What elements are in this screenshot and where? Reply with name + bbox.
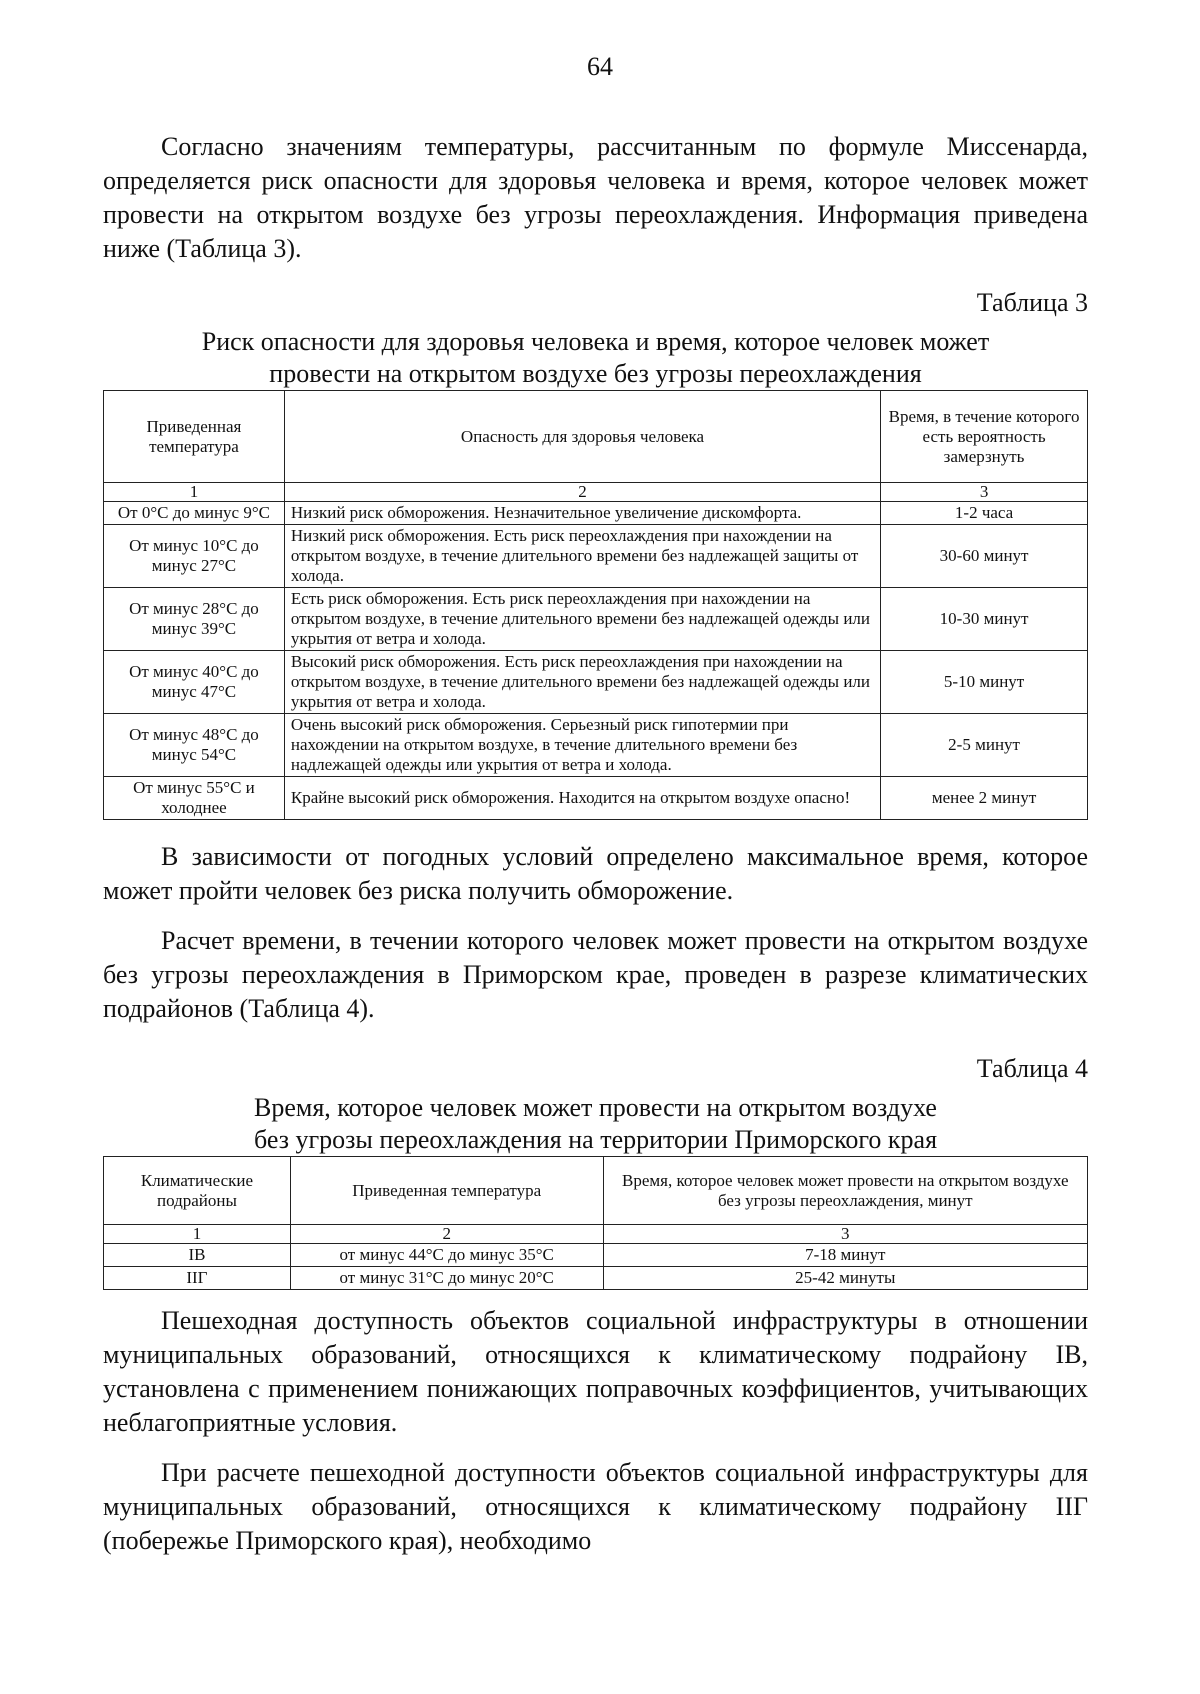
table4-caption: [103, 1092, 1088, 1156]
table3-danger-cell: Низкий риск обморожения. Есть риск переохлаждения при нахождении на открытом воздухе, в течение длительного времени без надлежащей защиты от холода.: [284, 525, 880, 588]
table3-temp-cell: От минус 10°С до минус 27°С: [104, 525, 285, 588]
table-row: [104, 651, 1088, 714]
table3-temp-cell: От минус 48°С до минус 54°С: [104, 714, 285, 777]
table-row: [104, 1244, 1088, 1267]
table3-danger-cell: Очень высокий риск обморожения. Серьезный риск гипотермии при нахождении на открытом воздухе, в течение длительного времени без надлежащей одежды или укрытия от ветра и холода.: [284, 714, 880, 777]
table3-time-cell: 10-30 минут: [881, 588, 1088, 651]
table-row: [104, 525, 1088, 588]
table3-temp-cell: От 0°С до минус 9°С: [104, 502, 285, 525]
table4-time-cell: 7-18 минут: [603, 1244, 1087, 1267]
table4-header-temp: Приведенная температура: [290, 1157, 603, 1225]
table4-header-region: Климатические подрайоны: [104, 1157, 291, 1225]
paragraph-pedestrian-iig: При расчете пешеходной доступности объектов социальной инфраструктуры для муниципальных образований, относящихся к климатическому подрайону IIГ (побережье Приморского края), необходимо: [103, 1458, 1088, 1555]
table3-label: Таблица 3: [976, 288, 1088, 317]
table4-temp-cell: от минус 31°С до минус 20°С: [290, 1267, 603, 1290]
table4-label: Таблица 4: [976, 1054, 1088, 1083]
table4-caption-line1: Время, которое человек может провести на открытом воздухе: [254, 1093, 937, 1122]
table4-region-cell: IIГ: [104, 1267, 291, 1290]
table3-time-cell: 1-2 часа: [881, 502, 1088, 525]
table4-caption-line2: без угрозы переохлаждения на территории Приморского края: [253, 1125, 938, 1154]
table3-header-danger: Опасность для здоровья человека: [284, 391, 880, 483]
table-row: [104, 1267, 1088, 1290]
table3-time-cell: 30-60 минут: [881, 525, 1088, 588]
table3: [103, 390, 1088, 820]
table4-header-row: [104, 1157, 1088, 1225]
table3-time-cell: менее 2 минут: [881, 777, 1088, 820]
paragraph-max-time: В зависимости от погодных условий определено максимальное время, которое может пройти человек без риска получить обморожение.: [103, 842, 1088, 905]
table3-caption-line1: Риск опасности для здоровья человека и время, которое человек может: [201, 327, 990, 356]
table3-header-temp: Приведенная температура: [104, 391, 285, 483]
table4-region-cell: IВ: [104, 1244, 291, 1267]
document-body: [103, 130, 1088, 1558]
table4: [103, 1156, 1088, 1290]
table3-temp-cell: От минус 40°С до минус 47°С: [104, 651, 285, 714]
table3-time-cell: 5-10 минут: [881, 651, 1088, 714]
table3-danger-cell: Есть риск обморожения. Есть риск переохлаждения при нахождении на открытом воздухе, в течение длительного времени без надлежащей одежды или укрытия от ветра и холода.: [284, 588, 880, 651]
table3-col-number: 3: [881, 483, 1088, 502]
table3-temp-cell: От минус 28°С до минус 39°С: [104, 588, 285, 651]
page-number: 64: [587, 52, 613, 81]
table4-col-number: 2: [290, 1225, 603, 1244]
table4-number-row: [104, 1225, 1088, 1244]
table3-number-row: [104, 483, 1088, 502]
table4-time-cell: 25-42 минуты: [603, 1267, 1087, 1290]
paragraph-pedestrian-iv: Пешеходная доступность объектов социальной инфраструктуры в отношении муниципальных образований, относящихся к климатическому подрайону IВ, установлена с применением понижающих поправочных коэффициентов, учитывающих неблагоприятные условия.: [103, 1306, 1088, 1437]
table3-col-number: 2: [284, 483, 880, 502]
table-row: [104, 502, 1088, 525]
table4-col-number: 3: [603, 1225, 1087, 1244]
table-row: [104, 714, 1088, 777]
table3-col-number: 1: [104, 483, 285, 502]
table3-temp-cell: От минус 55°С и холоднее: [104, 777, 285, 820]
table4-col-number: 1: [104, 1225, 291, 1244]
paragraph-calculation: Расчет времени, в течении которого человек может провести на открытом воздухе без угрозы переохлаждения в Приморском крае, проведен в разрезе климатических подрайонов (Таблица 4).: [103, 926, 1088, 1023]
table3-danger-cell: Низкий риск обморожения. Незначительное увеличение дискомфорта.: [284, 502, 880, 525]
table4-temp-cell: от минус 44°С до минус 35°С: [290, 1244, 603, 1267]
table3-caption: [103, 326, 1088, 390]
paragraph-intro: Согласно значениям температуры, рассчитанным по формуле Миссенарда, определяется риск опасности для здоровья человека и время, которое человек может провести на открытом воздухе без угрозы переохлаждения. Информация приведена ниже (Таблица 3).: [103, 132, 1088, 263]
table4-header-time: Время, которое человек может провести на открытом воздухе без угрозы переохлаждения, минут: [603, 1157, 1087, 1225]
table3-time-cell: 2-5 минут: [881, 714, 1088, 777]
table3-header-time: Время, в течение которого есть вероятность замерзнуть: [881, 391, 1088, 483]
table-row: [104, 777, 1088, 820]
table-row: [104, 588, 1088, 651]
table3-danger-cell: Высокий риск обморожения. Есть риск переохлаждения при нахождении на открытом воздухе, в течение длительного времени без надлежащей одежды или укрытия от ветра и холода.: [284, 651, 880, 714]
table3-header-row: [104, 391, 1088, 483]
table3-caption-line2: провести на открытом воздухе без угрозы переохлаждения: [269, 359, 922, 388]
table3-danger-cell: Крайне высокий риск обморожения. Находится на открытом воздухе опасно!: [284, 777, 880, 820]
